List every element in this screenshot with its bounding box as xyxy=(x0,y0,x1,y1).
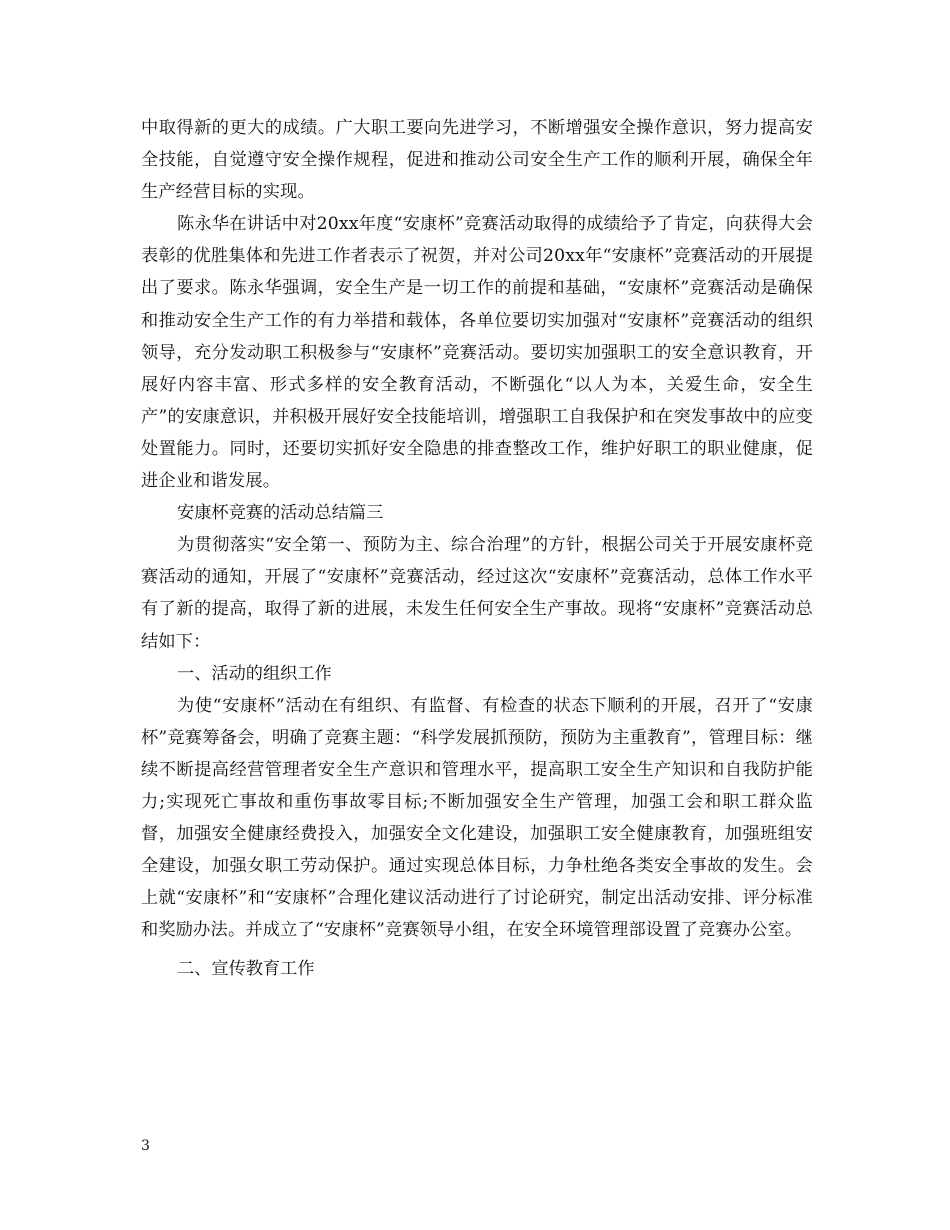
paragraph-continuation: 中取得新的更大的成绩。广大职工要向先进学习，不断增强安全操作意识，努力提高安全技能，自觉遵守安全操作规程，促进和推动公司安全生产工作的顺利开展，确保全年生产经营目标的实现。 xyxy=(141,118,813,203)
subheading-publicity: 二、宣传教育工作 xyxy=(177,959,315,980)
paragraph-organization: 为使“安康杯”活动在有组织、有监督、有检查的状态下顺利的开展，召开了“安康杯”竞赛筹备会，明确了竞赛主题：“科学发展抓预防，预防为主重教育”，管理目标：继续不断提高经营管理者安全生产意识和管理水平，提高职工安全生产知识和自我防护能力;实现死亡事故和重伤事故零目标;不断加强安全生产管理，加强工会和职工群众监督，加强安全健康经费投入，加强安全文化建设，加强职工安全健康教育，加强班组安全建设，加强女职工劳动保护。通过实现总体目标，力争杜绝各类安全事故的发生。会上就“安康杯”和“安康杯”合理化建议活动进行了讨论研究，制定出活动安排、评分标准和奖励办法。并成立了“安康杯”竞赛领导小组，在安全环境管理部设置了竞赛办公室。 xyxy=(141,695,813,941)
page-number: 3 xyxy=(141,1138,150,1154)
subheading-organization: 一、活动的组织工作 xyxy=(177,663,332,684)
paragraph-introduction: 为贯彻落实“安全第一、预防为主、综合治理”的方针，根据公司关于开展安康杯竞赛活动的通知，开展了“安康杯”竞赛活动，经过这次“安康杯”竞赛活动，总体工作水平有了新的提高，取得了新的进展，未发生任何安全生产事故。现将“安康杯”竞赛活动总结如下： xyxy=(141,535,813,652)
paragraph-speech-summary: 陈永华在讲话中对20xx年度“安康杯”竞赛活动取得的成绩给予了肯定，向获得大会表彰的优胜集体和先进工作者表示了祝贺，并对公司20xx年“安康杯”竞赛活动的开展提出了要求。陈永华强调，安全生产是一切工作的前提和基础，“安康杯”竞赛活动是确保和推动安全生产工作的有力举措和载体，各单位要切实加强对“安康杯”竞赛活动的组织领导，充分发动职工积极参与“安康杯”竞赛活动。要切实加强职工的安全意识教育，开展好内容丰富、形式多样的安全教育活动，不断强化“以人为本，关爱生命，安全生产”的安康意识，并积极开展好安全技能培训，增强职工自我保护和在突发事故中的应变处置能力。同时，还要切实抓好安全隐患的排查整改工作，维护好职工的职业健康，促进企业和谐发展。 xyxy=(141,214,813,492)
section-title: 安康杯竞赛的活动总结篇三 xyxy=(177,503,384,524)
document-body xyxy=(141,112,813,986)
